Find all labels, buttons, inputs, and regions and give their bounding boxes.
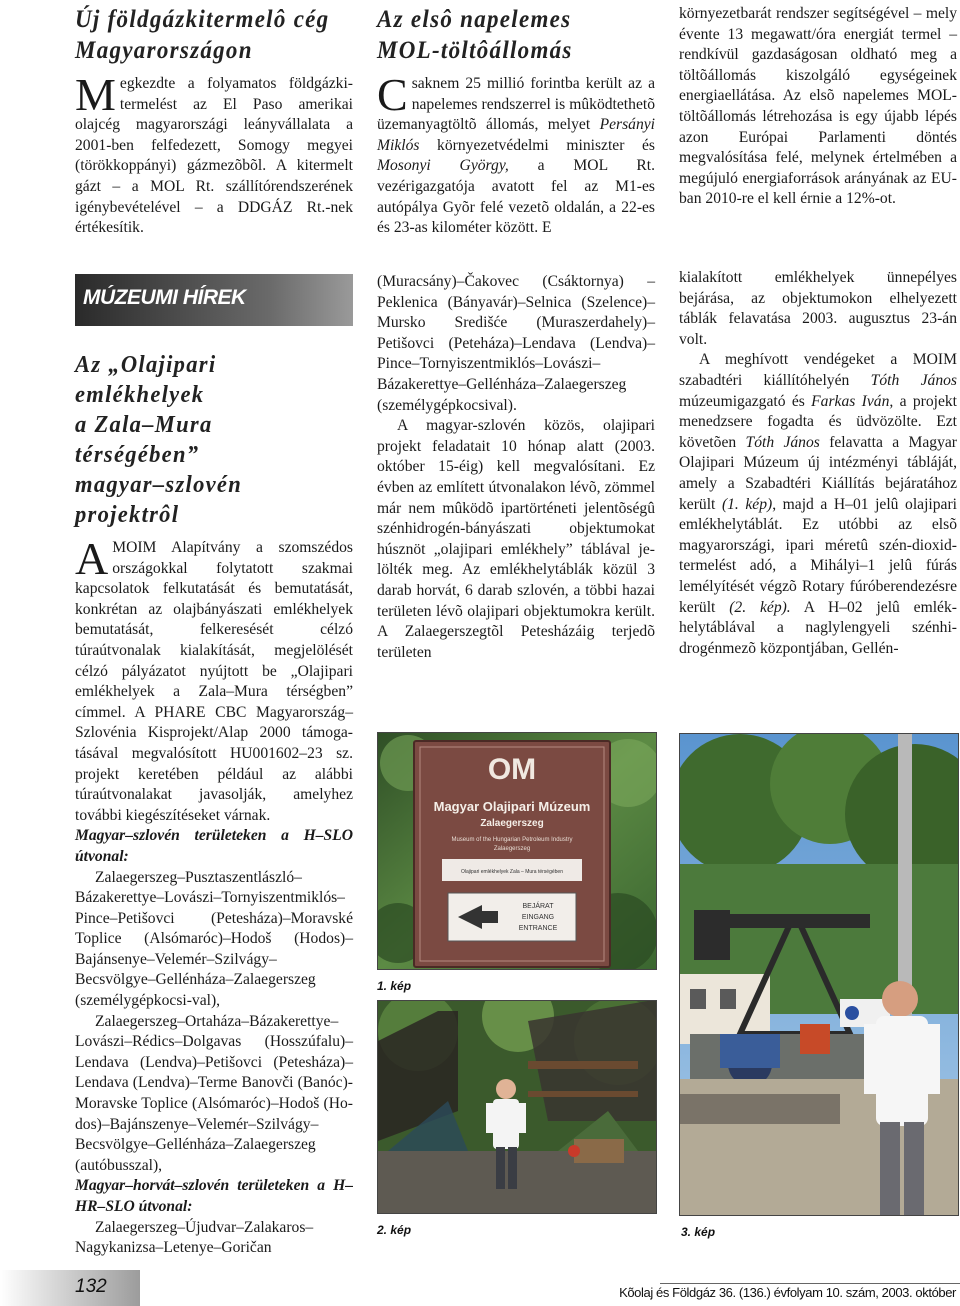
journal-citation: Kõolaj és Földgáz 36. (136.) évfolyam 10. szám, 2003. október [619, 1285, 956, 1300]
drop-cap: C [377, 69, 408, 120]
route-text: Zalaegerszeg–Újudvar–Zalakaros–Nagykanizsa–Letenye–Goričan [75, 1218, 314, 1257]
person-name: Persányi Miklós [377, 116, 655, 154]
section-banner: MÚZEUMI HÍREK [75, 274, 353, 326]
sign-english: Museum of the Hungarian Petroleum Industry [451, 837, 573, 843]
article-oil-memorials-col2 [377, 272, 655, 663]
photo-reference: (2. kép). [729, 598, 791, 616]
museum-sign-image [378, 733, 656, 969]
photo-pumpjack [679, 733, 959, 1216]
photo-drilling-rig [377, 1000, 657, 1214]
photo-museum-sign [377, 732, 657, 970]
article-body: A magyar-szlovén közös, olajipari projekt feladatait 10 hónap alatt (2003. október 15-éig) kell megvalósítani. Ez évben az említett útvonalakon lévõ, zömmel már nem mûködõ ipartörténeti jelentõségû szénhidrogén-bányászati objektumokat húsznöt „olajipari emlékhely” táblával jelölték meg. Az emlékhelytáblák közül 3 darab horvát, 6 darab szlovén, a többi hazai területen lévõ olajipari objektumokra került. A Zalaegerszegtõl Petesházáig terjedõ területen [377, 417, 655, 661]
route-text: Zalaegerszeg–Ortaháza–Bázakerettye–Lovászi–Rédics–Dolgavas (Hosszúfalu)–Lendava (Lendva)–Petišovci (Petesháza)–Lendava (Lendva)–Terme Banovči (Banóc)-Moravske Toplice (Alsómaróc)–Hodoš (Hodos)–Bajánszenye–Velemér–Szilvágy–Becsvölgye–Gellénháza–Zalaegerszeg (autóbusszal), [75, 1012, 353, 1174]
person-name: Farkas Iván, [811, 392, 894, 410]
photo-caption: 2. kép [377, 1223, 412, 1237]
route-text: (Muracsány)–Čakovec (Csáktornya) – Peklenica (Bányavár)–Selnica (Szelence)–Mursko Središće (Muraszerdahely)–Petišovci (Peteháza)–Lendava (Lendva)–Pince–Tornyiszentmiklós–Lovászi–Bázakerettye–Gellénháza–Zalaegerszeg (személygépkocsival). [377, 273, 655, 414]
drop-cap: M [75, 69, 116, 120]
sign-city: Zalaegerszeg [480, 818, 544, 829]
article-body: A meghívott vendégeket a MOIM szabadtéri kiállítóhelyén Tóth János múzeumigazgató és Farkas Iván, a projekt menedzsere fogadta és üdvözölte. Ezt követõen Tóth János felavatta a Magyar Olajipari Múzeum új intézményi tábláját, amely a Szabadtéri Kiállítás bejáratához került (1. kép), majd a H–01 jelû olajipari emlékhelytáblát. Ez utóbbi az elsõ magyarországi, ipari méretû szén-dioxid-termelést adó, a Mihályi–1 jelû fúrás lemélyítését végzõ Rotary fúróberendezésre került (2. kép). A H–02 jelû emlékhelytáblával a naglylengyeli szénhidrogénmezõ központjában, Gellén- [679, 351, 957, 657]
article-oil-memorials-col3 [679, 268, 957, 659]
person-name: Tóth János [870, 371, 957, 389]
entrance-label: BEJÁRAT [522, 903, 554, 910]
entrance-label: ENTRANCE [518, 925, 558, 932]
article-body: Csaknem 25 millió forintba került az a napelemes rendszerrel is mûködtethetõ üzemanyagtöltõ állomás, melyet Persányi Miklós környezetvédelmi miniszter és Mosonyi György, a MOL Rt. vezérigazgatója avatott fel az M1-es autópálya Gyõr felé vezetõ oldalán, a 22-es és 23-as kilométer között. E [377, 69, 656, 237]
article-body: környezetbarát rendszer segítségével – mely évente 13 megawatt/óra energiát termel – rendkívül gazdaságosan oldható meg a töltõállomás kiszolgáló egységeinek energiaellátása. Az elsõ napelemes MOL-töltõállomás létrehozása is egy újabb lépés azon Európai Parlamenti döntés megvalósítása felé, melynek értelmében a megújuló energiaforrások arányának az EU-ban 2010-re el kell érnie a 12%-ot. [679, 5, 957, 208]
article-title: Az elsô napelemes MOL-töltôállomás [377, 6, 573, 64]
drop-cap: A [75, 533, 109, 584]
entrance-label: EINGANG [521, 914, 555, 921]
article-body: AMOIM Alapítvány a szomszédos országokkal folytatott szakmai kapcsolatok felkutatását és bemutatását, konkrétan az olajbányászati emlékhelyek bemutatását, felkeresését célzó túraútvonalak kialakítását, megjelölését célzó pályázatot nyújtott be „Olajipari emlékhelyek a Zala–Mura térségben” címmel. A PHARE CBC Magyarország–Szlovénia Kisprojekt/Alap 2000 támogatásával megvalósított HU001602–23 sz. projekt keretében például az alábbi túraútvonalakat javasolják, amelyhez további kiegészítéseket várnak. [75, 533, 353, 824]
article-body: Megkezdte a folyamatos földgázkitermelést az El Paso amerikai olajcég magyarországi leányvállalata a 2001-ben felfedezett, Somogy megyei (törökkoppányi) gázmezõbõl. A kitermelt gázt – a MOL Rt. szállítórendszerének igénybevételével – a DDGÁZ Rt.-nek értékesítik. [75, 69, 353, 237]
photo-caption: 1. kép [377, 979, 412, 993]
article-oil-memorials [75, 350, 353, 1259]
route-text: Zalaegerszeg–Pusztaszentlászló–Bázakerettye–Lovászi–Tornyiszentmiklós–Pince–Petišovci (Petesháza)–Moravské Toplice (Alsómaróc)–Hodoš (Hodos)–Bajánsenye–Velemér–Szilvágy–Becsvölgye–Gellénháza–Zalaegerszeg (személygépkocsi-val), [75, 868, 353, 1010]
pumpjack-image [680, 734, 958, 1215]
sign-title: Magyar Olajipari Múzeum [433, 799, 591, 814]
page-number-bar [0, 1270, 140, 1306]
person-name: Tóth János [745, 433, 820, 451]
article-gas-production [75, 4, 353, 239]
article-solar-station [377, 4, 655, 239]
page-number: 132 [75, 1276, 107, 1297]
article-solar-station-continued [679, 4, 957, 210]
photo-reference: (1. kép) [721, 495, 773, 513]
sign-small-text: Olajipari emlékhelyek Zala – Mura térségében [461, 869, 563, 875]
sign-logo: OM [487, 753, 537, 786]
sign-english-city: Zalaegerszeg [493, 846, 531, 852]
route-heading: Magyar–horvát–szlovén területeken a H–HR–SLO útvonal: [75, 1177, 353, 1215]
route-heading: Magyar–szlovén területeken a H–SLO útvonal: [75, 827, 353, 865]
article-body: kialakított emlékhelyek ünnepélyes bejárása, az objektumokon elhelyezett táblák felavatása 2003. augusztus 23-án volt. [679, 269, 957, 348]
photo-caption: 3. kép [681, 1225, 716, 1239]
footer-rule [660, 1283, 960, 1284]
article-title: Új földgázkitermelô cég Magyarországon [75, 6, 330, 64]
drilling-rig-image [378, 1001, 656, 1213]
article-title: Az „Olajipari emlékhelyek a Zala–Mura térségében” magyar–szlovén projektrôl [75, 351, 243, 528]
person-name: Mosonyi György, [377, 157, 509, 175]
